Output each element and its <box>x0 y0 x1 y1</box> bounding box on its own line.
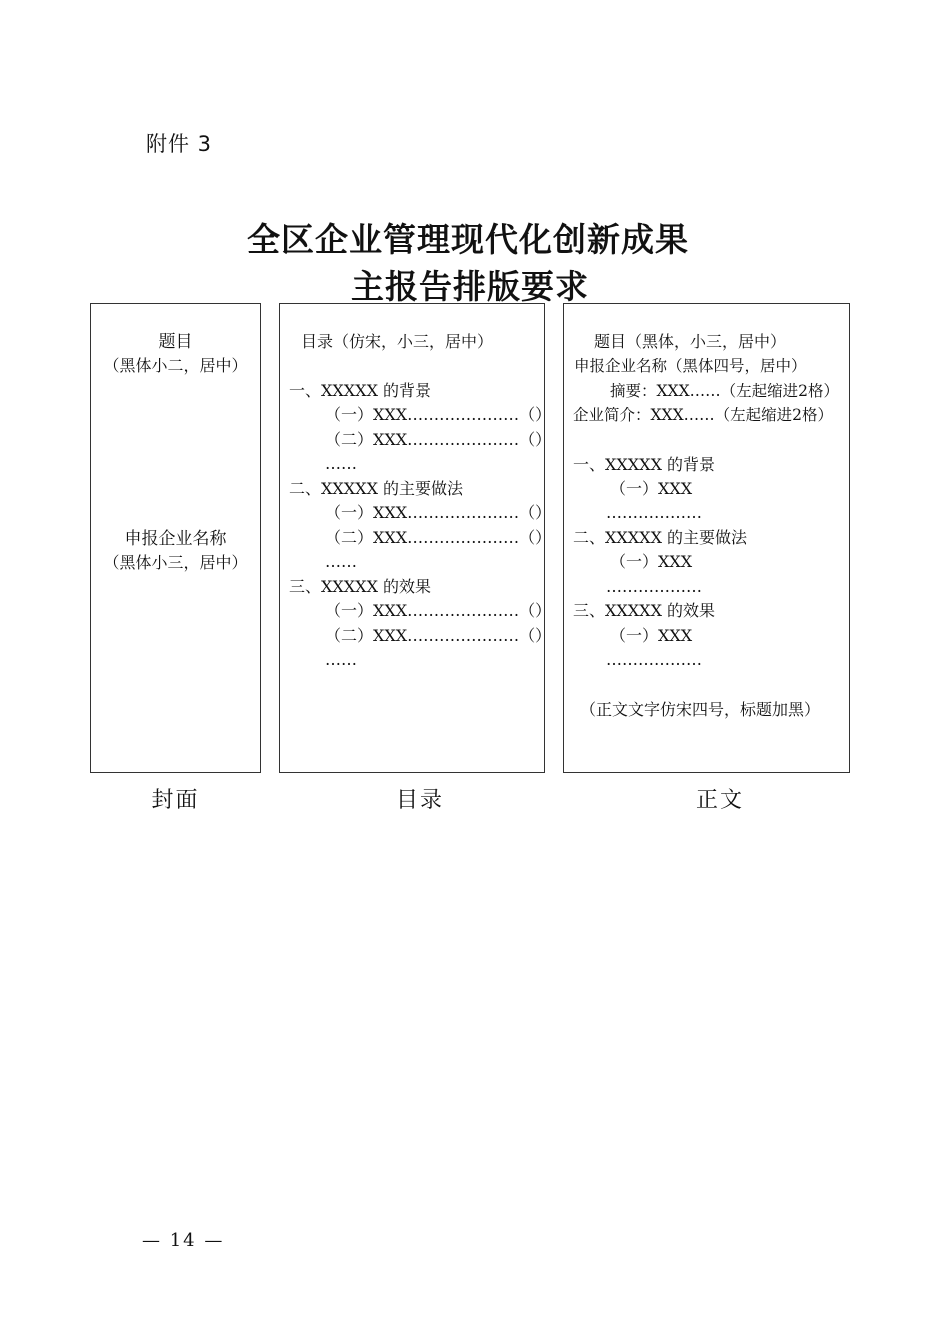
body-line: 二、XXXXX 的主要做法 <box>573 528 748 547</box>
cover-panel <box>90 303 261 773</box>
body-line: 申报企业名称（黑体四号，居中） <box>574 357 807 375</box>
body-line: 题目（黑体，小三，居中） <box>594 332 787 351</box>
body-line: ……………… <box>606 503 702 522</box>
toc-line: …… <box>325 454 357 473</box>
body-line: ……………… <box>606 577 702 596</box>
toc-line: （二）XXX…………………（） <box>325 430 552 449</box>
toc-panel <box>279 303 552 773</box>
toc-line: 二、XXXXX 的主要做法 <box>289 479 464 498</box>
body-line: （一）XXX <box>610 552 693 571</box>
toc-line: （一）XXX…………………（） <box>325 503 552 522</box>
cover-title-note: （黑体小二，居中） <box>103 356 248 375</box>
toc-line: …… <box>325 650 357 669</box>
body-line: 三、XXXXX 的效果 <box>573 601 716 620</box>
toc-line: （二）XXX…………………（） <box>325 626 552 645</box>
body-line: （一）XXX <box>610 626 693 645</box>
toc-line: （二）XXX…………………（） <box>325 528 552 547</box>
toc-line: 一、XXXXX 的背景 <box>289 381 432 400</box>
body-panel <box>563 303 850 773</box>
toc-line: …… <box>325 552 357 571</box>
page-subtitle: 主报告排版要求 <box>351 267 589 306</box>
page-number: — 14 — <box>142 1230 225 1251</box>
toc-line: （一）XXX…………………（） <box>325 601 552 620</box>
cover-company-note: （黑体小三，居中） <box>103 553 248 572</box>
body-line: （正文文字仿宋四号，标题加黑） <box>580 700 821 719</box>
toc-line: 三、XXXXX 的效果 <box>289 577 432 596</box>
body-caption: 正文 <box>695 788 744 813</box>
cover-company: 申报企业名称 <box>124 529 227 549</box>
cover-caption: 封面 <box>151 788 200 813</box>
body-line: 一、XXXXX 的背景 <box>573 455 716 474</box>
body-line: 企业简介：XXX……（左起缩进2格） <box>573 406 833 424</box>
toc-heading: 目录（仿宋，小三，居中） <box>301 332 494 351</box>
body-line: 摘要：XXX……（左起缩进2格） <box>610 382 839 400</box>
toc-line: （一）XXX…………………（） <box>325 405 552 424</box>
page-title: 全区企业管理现代化创新成果 <box>247 220 689 259</box>
annex-label: 附件 3 <box>146 132 213 156</box>
toc-caption: 目录 <box>395 788 444 813</box>
body-line: ……………… <box>606 650 702 669</box>
cover-title: 题目 <box>158 332 193 352</box>
body-line: （一）XXX <box>610 479 693 498</box>
